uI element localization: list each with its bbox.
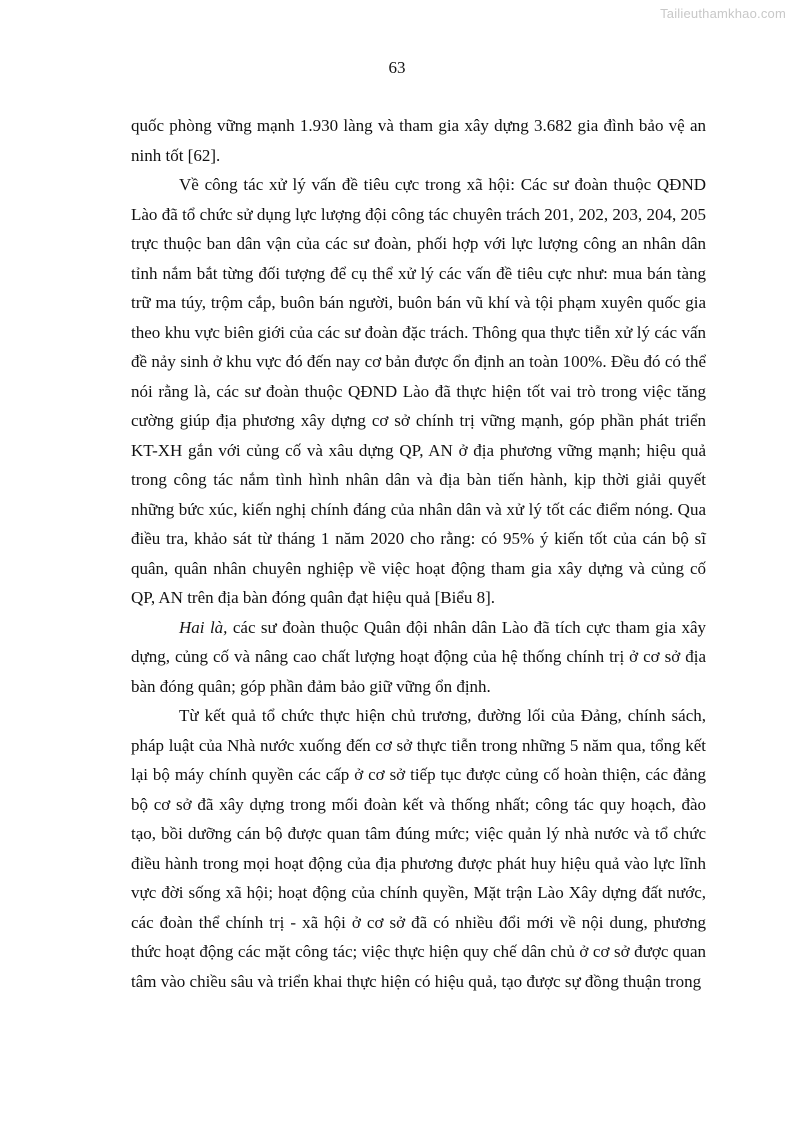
paragraph-second-point: [131, 613, 706, 702]
document-body: [131, 111, 706, 996]
paragraph-continuation: quốc phòng vững mạnh 1.930 làng và tham gia xây dựng 3.682 gia đình bảo vệ an ninh tốt [62].: [131, 116, 706, 165]
page-number: 63: [388, 58, 406, 77]
watermark: Tailieuthamkhao.com: [660, 6, 786, 21]
paragraph-negative-issues: Về công tác xử lý vấn đề tiêu cực trong xã hội: Các sư đoàn thuộc QĐND Lào đã tổ chức sử dụng lực lượng đội công tác chuyên trách 201, 202, 203, 204, 205 trực thuộc ban dân vận của các sư đoàn, phối hợp với lực lượng công an nhân dân tỉnh nắm bắt từng đối tượng để cụ thể xử lý các vấn đề tiêu cực như: mua bán tàng trữ ma túy, trộm cắp, buôn bán người, buôn bán vũ khí và tội phạm xuyên quốc gia theo khu vực biên giới của các sư đoàn đặc trách. Thông qua thực tiễn xử lý các vấn đề nảy sinh ở khu vực đó đến nay cơ bản được ổn định an toàn 100%. Đều đó có thể nói rằng là, các sư đoàn thuộc QĐND Lào đã thực hiện tốt vai trò trong việc tăng cường giúp địa phương xây dựng cơ sở chính trị vững mạnh, góp phần phát triển KT-XH gắn với củng cố và xâu dựng QP, AN ở địa phương vững mạnh; hiệu quả trong công tác nắm tình hình nhân dân và địa bàn tiến hành, kịp thời giải quyết những bức xúc, kiến nghị chính đáng của nhân dân và xử lý tốt các điểm nóng. Qua điều tra, khảo sát từ tháng 1 năm 2020 cho rằng: có 95% ý kiến tốt của cán bộ sĩ quân, quân nhân chuyên nghiệp về việc hoạt động tham gia xây dựng và củng cố QP, AN trên địa bàn đóng quân đạt hiệu quả [Biểu 8].: [131, 175, 706, 607]
paragraph-results: Từ kết quả tổ chức thực hiện chủ trương, đường lối của Đảng, chính sách, pháp luật của Nhà nước xuống đến cơ sở thực tiễn trong những 5 năm qua, tổng kết lại bộ máy chính quyền các cấp ở cơ sở tiếp tục được củng cố hoàn thiện, các đảng bộ cơ sở đã xây dựng trong mối đoàn kết và thống nhất; công tác quy hoạch, đào tạo, bồi dưỡng cán bộ được quan tâm đúng mức; việc quản lý nhà nước và tổ chức điều hành trong mọi hoạt động của địa phương được phát huy hiệu quả vào lực lĩnh vực đời sống xã hội; hoạt động của chính quyền, Mặt trận Lào Xây dựng đất nước, các đoàn thể chính trị - xã hội ở cơ sở đã có nhiều đổi mới về nội dung, phương thức hoạt động các mặt công tác; việc thực hiện quy chế dân chủ ở cơ sở được quan tâm vào chiều sâu và triển khai thực hiện có hiệu quả, tạo được sự đồng thuận trong: [131, 706, 706, 991]
paragraph-lead-italic: Hai là,: [179, 617, 228, 637]
paragraph-second-point-text: các sư đoàn thuộc Quân đội nhân dân Lào đã tích cực tham gia xây dựng, củng cố và nâng cao chất lượng hoạt động của hệ thống chính trị ở cơ sở địa bàn đóng quân; góp phần đảm bảo giữ vững ổn định.: [131, 617, 706, 696]
